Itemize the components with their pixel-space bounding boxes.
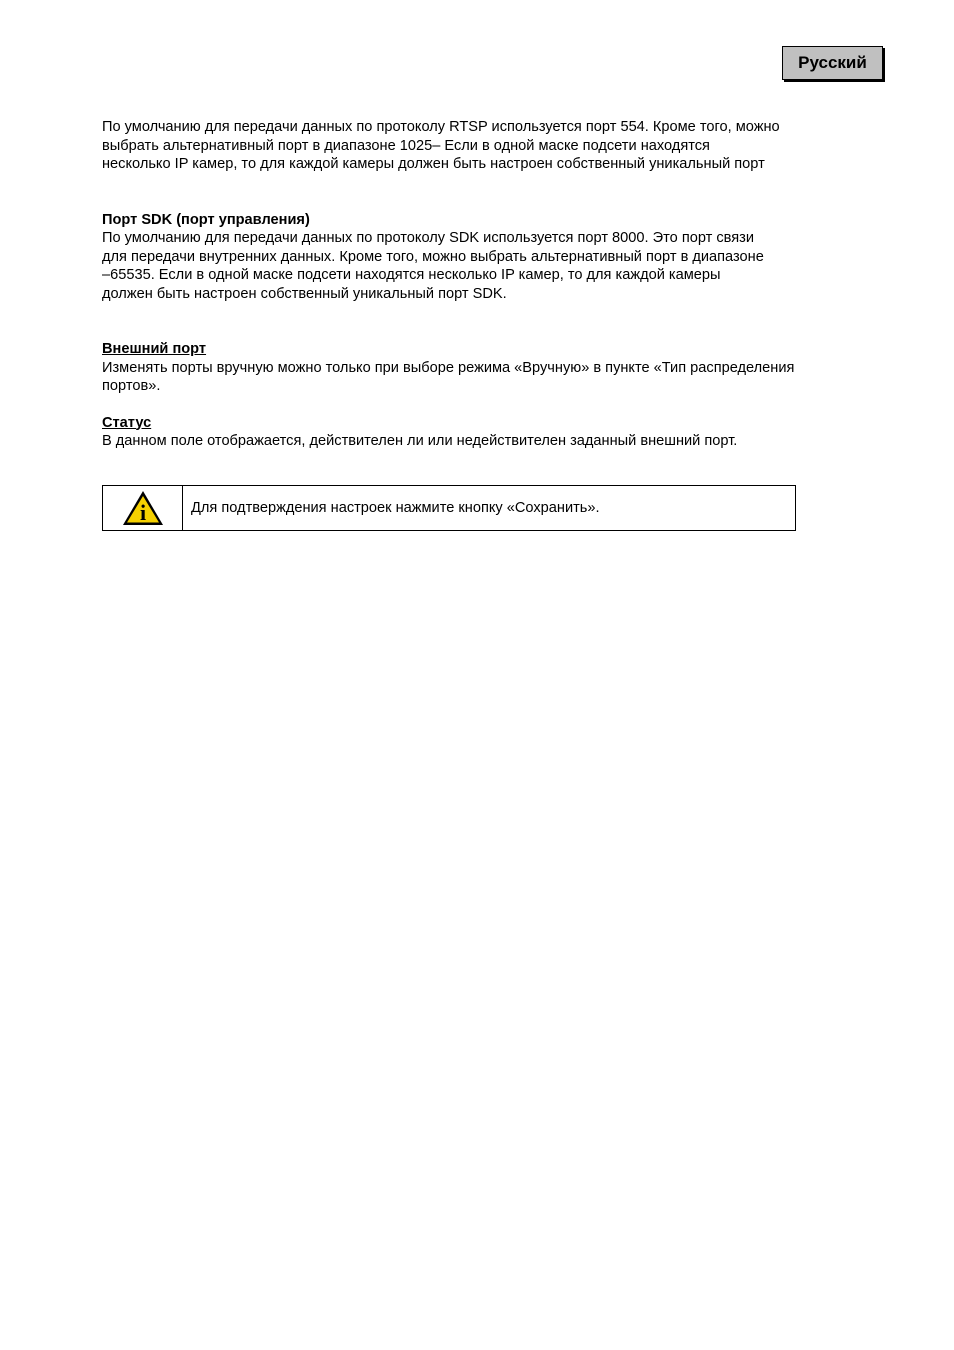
note-icon-cell xyxy=(103,486,183,530)
status-heading: Статус xyxy=(102,414,152,431)
svg-text:i: i xyxy=(139,500,146,525)
sdk-port-heading: Порт SDK (порт управления) xyxy=(102,211,310,228)
rtsp-paragraph: По умолчанию для передачи данных по протоколу RTSP используется порт 554. Кроме того, можно выбрать альтернативный порт в диапазоне 1025– Если в одной маске подсети находятся несколько IP камер, то для каждой камеры должен быть настроен собственный уникальный порт xyxy=(102,119,780,172)
spacer xyxy=(102,396,882,414)
save-note-box xyxy=(102,485,796,531)
note-text: Для подтверждения настроек нажмите кнопку «Сохранить». xyxy=(191,500,600,516)
document-body xyxy=(102,118,882,451)
external-port-heading: Внешний порт xyxy=(102,341,207,357)
sdk-port-paragraph: По умолчанию для передачи данных по протоколу SDK используется порт 8000. Это порт связи для передачи внутренних данных. Кроме того, можно выбрать альтернативный порт в диапазоне –65535. Если в одной маске подсети находятся несколько IP камер, то для каждой камеры должен быть настроен собственный уникальный порт SDK. xyxy=(102,230,764,302)
info-warning-icon xyxy=(121,489,165,527)
spacer xyxy=(102,303,882,340)
language-badge: Русский xyxy=(782,46,883,80)
external-port-paragraph: Изменять порты вручную можно только при выборе режима «Вручную» в пункте «Тип распределения портов». xyxy=(102,359,795,394)
status-paragraph: В данном поле отображается, действителен ли или недействителен заданный внешний порт. xyxy=(102,433,738,449)
spacer xyxy=(102,174,882,211)
